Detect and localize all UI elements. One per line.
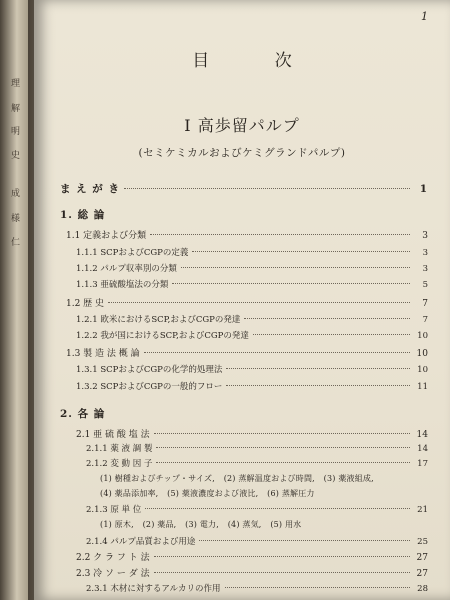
leader-dots [181, 267, 410, 268]
toc-page: 3 [422, 231, 428, 241]
unit-item: (2) 薬品, [142, 520, 177, 529]
toc-entry[interactable] [76, 550, 428, 563]
leader-dots [226, 385, 410, 386]
unit-item: (3) 電力, [185, 520, 219, 529]
leader-dots [150, 234, 410, 235]
toc-page: 11 [417, 382, 428, 392]
toc-label: 2. 各 論 [60, 408, 106, 420]
part-title: I 高歩留パルプ [184, 116, 300, 135]
margin-char: 仁 [9, 237, 19, 246]
toc-page: 17 [417, 459, 428, 469]
leader-dots [172, 283, 410, 284]
page-number: 1 [421, 10, 428, 23]
toc-label: ま え が き [60, 183, 120, 195]
toc-entry-chapter-1[interactable] [60, 207, 428, 222]
toc-entry[interactable] [66, 228, 428, 241]
toc-entry[interactable] [76, 278, 428, 290]
toc-label: 1.3.1 SCPおよびCGPの化学的処理法 [76, 365, 223, 375]
toc-label: 2.1.2 変 動 因 子 [86, 459, 153, 469]
toc-page: 7 [422, 315, 428, 325]
margin-char: 解 [9, 103, 19, 112]
toc-entry[interactable] [76, 380, 428, 392]
toc-entry[interactable] [76, 313, 428, 325]
leader-dots [253, 334, 410, 335]
factor-list [100, 473, 380, 484]
margin-char: 明 [9, 126, 19, 135]
factor-item: (6) 蒸解圧力 [267, 489, 315, 498]
toc-page: 28 [417, 584, 428, 594]
toc-page: 1 [419, 183, 428, 195]
margin-char: 成 [9, 188, 19, 197]
leader-dots [156, 447, 410, 448]
part-subtitle: (セミケミカルおよびケミグランドパルプ) [138, 147, 346, 159]
toc-entry[interactable] [76, 262, 428, 274]
leader-dots [154, 433, 410, 434]
toc-label: 2.3.1 木材に対するアルカリの作用 [86, 584, 221, 594]
toc-label: 1.1.3 亜硫酸塩法の分類 [76, 280, 169, 290]
page-title: 目 次 [192, 51, 322, 71]
leader-dots [124, 188, 410, 189]
leader-dots [244, 318, 410, 319]
toc-page: 3 [422, 248, 428, 258]
toc-page: 3 [422, 264, 428, 274]
toc-label: 1.1.2 パルプ収率別の分類 [76, 264, 177, 274]
toc-label: 1.2.2 我が国におけるSCP,およびCGPの発達 [76, 331, 249, 341]
toc-label: 2.1.4 パルプ品質および用途 [86, 537, 196, 547]
toc-entry-chapter-2[interactable] [60, 406, 428, 421]
leader-dots [199, 540, 410, 541]
toc-label: 1.3 製 造 法 概 論 [66, 349, 140, 359]
leader-dots [225, 587, 411, 588]
leader-dots [154, 572, 410, 573]
toc-entry[interactable] [86, 442, 428, 454]
book-page [34, 0, 450, 600]
toc-page: 10 [417, 331, 428, 341]
leader-dots [156, 462, 410, 463]
toc-entry[interactable] [76, 363, 428, 375]
toc-entry[interactable] [86, 535, 428, 547]
toc-page: 10 [416, 349, 428, 359]
toc-entry[interactable] [76, 566, 428, 579]
leader-dots [145, 508, 410, 509]
toc-label: 1.2.1 欧米におけるSCP,およびCGPの発達 [76, 315, 241, 325]
toc-page: 10 [417, 365, 428, 375]
toc-entry[interactable] [66, 296, 428, 309]
toc-label: 2.1.1 薬 液 調 製 [86, 444, 153, 454]
margin-char: 様 [9, 213, 19, 222]
margin-char: 理 [9, 78, 19, 87]
toc-label: 2.3 冷 ソ ー ダ 法 [76, 569, 150, 579]
toc-page: 27 [416, 569, 428, 579]
unit-item: (1) 原木, [100, 520, 134, 529]
toc-entry[interactable] [76, 427, 428, 440]
leader-dots [192, 251, 410, 252]
toc-entry[interactable] [76, 329, 428, 341]
toc-label: 1.3.2 SCPおよびCGPの一般的フロー [76, 382, 223, 392]
leader-dots [108, 302, 410, 303]
factor-item: (5) 薬液濃度および液比, [167, 489, 259, 498]
factor-item: (4) 薬品添加率, [100, 489, 159, 498]
previous-page-edge [0, 0, 28, 600]
toc-label: 1.1 定義および分類 [66, 231, 147, 241]
toc-page: 14 [417, 444, 428, 454]
toc-label: 2.1 亜 硫 酸 塩 法 [76, 430, 150, 440]
margin-char: 史 [9, 150, 19, 159]
unit-item: (4) 蒸気, [227, 520, 262, 529]
toc-entry[interactable] [86, 457, 428, 469]
toc-page: 5 [422, 280, 428, 290]
toc-page: 21 [417, 505, 428, 515]
toc-label: 1. 総 論 [60, 209, 106, 221]
factor-item: (3) 薬液組成, [323, 474, 374, 483]
leader-dots [154, 556, 410, 557]
unit-list [100, 519, 307, 530]
toc-label: 2.2 ク ラ フ ト 法 [76, 553, 150, 563]
toc-entry[interactable] [86, 503, 428, 515]
factor-item: (1) 樹種およびチップ・サイズ, [100, 474, 215, 483]
toc-page: 7 [422, 299, 428, 309]
toc-label: 1.2 歴 史 [66, 299, 105, 309]
toc-label: 2.1.3 原 単 位 [86, 505, 142, 515]
toc-entry-preface[interactable] [60, 181, 428, 196]
toc-entry[interactable] [86, 582, 428, 594]
toc-label: 1.1.1 SCPおよびCGPの定義 [76, 248, 189, 258]
toc-page: 27 [416, 553, 428, 563]
toc-entry[interactable] [76, 246, 428, 258]
factor-item: (2) 蒸解温度および時間, [223, 474, 315, 483]
unit-item: (5) 用水 [270, 520, 302, 529]
leader-dots [144, 352, 410, 353]
toc-page: 14 [416, 430, 428, 440]
toc-page: 25 [417, 537, 428, 547]
factor-list [100, 488, 321, 499]
leader-dots [226, 368, 410, 369]
toc-entry[interactable] [66, 346, 428, 359]
